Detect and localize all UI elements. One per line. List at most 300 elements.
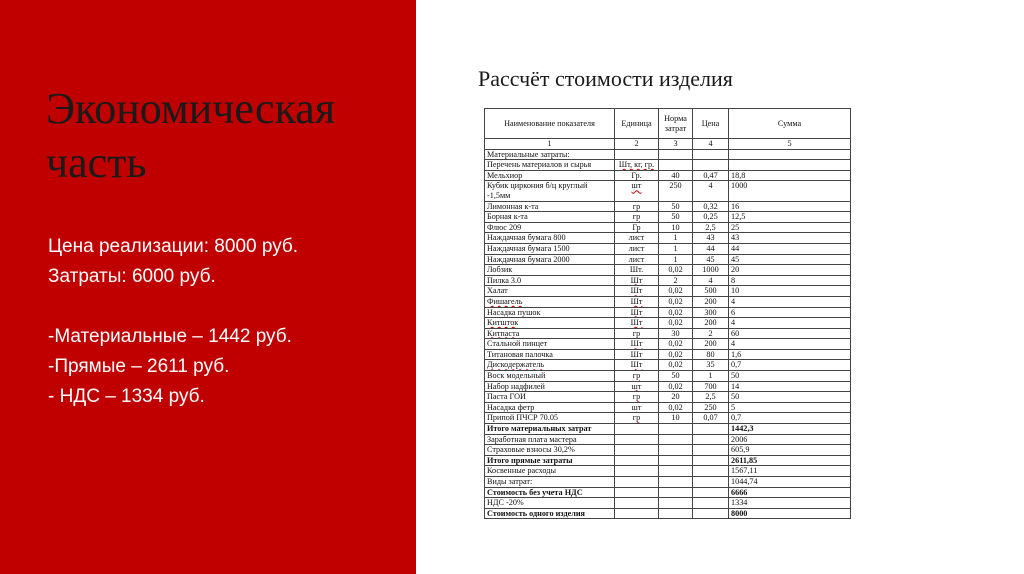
row-unit (615, 181, 659, 201)
row-price (693, 402, 729, 413)
row-name (485, 233, 615, 244)
table-row (485, 360, 851, 371)
row-price (693, 222, 729, 233)
row-sum-text: 0,7 (731, 413, 742, 423)
row-sum-text: 6 (731, 307, 736, 317)
row-unit (615, 339, 659, 350)
row-price (693, 181, 729, 201)
row-sum-text: 605,9 (731, 445, 750, 455)
row-sum (729, 286, 851, 297)
row-norm (659, 243, 693, 254)
row-unit (615, 160, 659, 171)
column-number: 5 (729, 139, 851, 150)
row-name-text: Воск модельный (487, 371, 546, 381)
row-name (485, 445, 615, 456)
row-unit-text: Гр. (631, 170, 642, 180)
row-sum (729, 254, 851, 265)
row-unit (615, 381, 659, 392)
row-price (693, 455, 729, 466)
header-name: Наименование показателя (485, 109, 615, 139)
row-norm-text: 40 (671, 170, 680, 180)
row-price-text: 43 (706, 233, 715, 243)
row-norm (659, 212, 693, 223)
row-norm (659, 402, 693, 413)
row-unit-text: гр (632, 212, 641, 222)
row-unit-text: Шт. (629, 265, 644, 275)
row-sum (729, 445, 851, 456)
row-unit (615, 487, 659, 498)
row-sum (729, 466, 851, 477)
row-price-text: 2 (708, 328, 713, 338)
row-price-text: 250 (704, 402, 717, 412)
row-price-text: 0,07 (703, 413, 718, 423)
row-sum-text: 1334 (731, 498, 748, 508)
row-price (693, 265, 729, 276)
row-name-text: Наждачная бумага 800 (487, 233, 566, 243)
row-price (693, 160, 729, 171)
row-name-text: Заработная плата мастера (487, 434, 577, 444)
row-unit-text: лист (628, 233, 645, 243)
column-number: 4 (693, 139, 729, 150)
row-norm (659, 434, 693, 445)
row-price-text: 35 (706, 360, 715, 370)
row-norm (659, 445, 693, 456)
row-sum (729, 371, 851, 382)
row-unit (615, 149, 659, 160)
row-unit (615, 498, 659, 509)
row-norm (659, 181, 693, 201)
row-name (485, 381, 615, 392)
row-norm (659, 413, 693, 424)
table-row (485, 455, 851, 466)
row-sum-text: 14 (731, 381, 740, 391)
row-unit-text: Шт (630, 318, 643, 328)
row-sum (729, 487, 851, 498)
row-sum (729, 455, 851, 466)
slide-title-line-1: Экономическая (46, 84, 336, 133)
row-name-text: Лобзик (487, 265, 513, 275)
row-name-text: Пилка 3.0 (487, 275, 522, 285)
row-norm (659, 201, 693, 212)
row-unit (615, 424, 659, 435)
row-price-text: 0,47 (703, 170, 718, 180)
row-price (693, 201, 729, 212)
row-price (693, 413, 729, 424)
row-name-text: Титановая палочка (487, 349, 553, 359)
row-sum-text: 2006 (731, 434, 748, 444)
row-price (693, 243, 729, 254)
row-sum (729, 477, 851, 488)
row-name-text: Фишагель (487, 296, 523, 306)
row-sum (729, 339, 851, 350)
row-unit (615, 318, 659, 329)
row-unit-text: Шт, кг, гр. (618, 160, 655, 170)
row-name (485, 349, 615, 360)
row-price (693, 275, 729, 286)
row-sum (729, 233, 851, 244)
row-price (693, 487, 729, 498)
row-unit-text: лист (628, 243, 645, 253)
row-unit (615, 275, 659, 286)
row-norm-text: 0,02 (668, 349, 683, 359)
row-norm (659, 286, 693, 297)
row-price-text: 300 (704, 307, 717, 317)
row-norm (659, 392, 693, 403)
row-norm-text: 50 (671, 212, 680, 222)
row-name-text: Дискодержатель (487, 360, 545, 370)
row-unit (615, 265, 659, 276)
row-price (693, 434, 729, 445)
row-name (485, 498, 615, 509)
row-name-text: Материальные затраты: (487, 149, 570, 159)
row-norm-text: 0,02 (668, 318, 683, 328)
row-norm (659, 487, 693, 498)
table-row (485, 402, 851, 413)
row-sum (729, 349, 851, 360)
row-sum-text: 1,6 (731, 349, 742, 359)
row-price-text: 700 (704, 381, 717, 391)
row-norm (659, 222, 693, 233)
row-unit-text: Шт (630, 339, 643, 349)
row-unit-text: Шт (630, 307, 643, 317)
table-row (485, 286, 851, 297)
table-row (485, 212, 851, 223)
row-price-text: 0,32 (703, 201, 718, 211)
row-price-text: 4 (708, 181, 713, 191)
row-name-text: Косвенные расходы (487, 466, 556, 476)
row-price (693, 392, 729, 403)
row-name (485, 160, 615, 171)
row-sum (729, 181, 851, 201)
row-name-text: Стальной пинцет (487, 339, 548, 349)
column-number: 3 (659, 139, 693, 150)
row-unit-text: лист (628, 254, 645, 264)
row-name (485, 296, 615, 307)
row-price (693, 371, 729, 382)
row-sum-text: 1442,3 (731, 424, 754, 434)
row-price (693, 286, 729, 297)
row-norm-text: 50 (671, 371, 680, 381)
column-number: 2 (615, 139, 659, 150)
row-sum (729, 201, 851, 212)
row-sum-text: 18,8 (731, 170, 746, 180)
table-row (485, 487, 851, 498)
table-body (485, 139, 851, 519)
row-sum (729, 212, 851, 223)
row-sum (729, 392, 851, 403)
row-unit (615, 170, 659, 181)
row-price-text: 44 (706, 243, 715, 253)
row-name-text: Насадка пушок (487, 307, 541, 317)
row-price-text: 45 (706, 254, 715, 264)
row-norm-text: 0,02 (668, 381, 683, 391)
row-unit (615, 360, 659, 371)
row-price-text: 200 (704, 296, 717, 306)
row-unit (615, 434, 659, 445)
table-row (485, 392, 851, 403)
cost-table (484, 108, 851, 519)
row-unit-text: Шт (630, 360, 643, 370)
row-unit (615, 286, 659, 297)
table-title: Рассчёт стоимости изделия (478, 66, 733, 91)
row-name-text: Лимонная к-та (487, 201, 539, 211)
slide-title-line-2: часть (46, 138, 147, 187)
row-sum-text: 4 (731, 318, 736, 328)
row-name (485, 487, 615, 498)
row-price-text: 200 (704, 339, 717, 349)
table-row (485, 296, 851, 307)
row-name-text: Халат (487, 286, 508, 296)
row-name (485, 286, 615, 297)
table-row (485, 201, 851, 212)
row-name (485, 402, 615, 413)
row-norm (659, 149, 693, 160)
row-sum-text: 12,5 (731, 212, 746, 222)
row-name-text: Паста ГОИ (487, 392, 526, 402)
row-norm (659, 318, 693, 329)
table-row (485, 233, 851, 244)
table-row (485, 381, 851, 392)
row-name (485, 508, 615, 519)
summary-line: Цена реализации: 8000 руб. (48, 236, 299, 257)
table-row (485, 181, 851, 201)
row-unit-text: шт (631, 381, 642, 391)
row-unit (615, 328, 659, 339)
column-number: 1 (485, 139, 615, 150)
row-name (485, 170, 615, 181)
row-sum-text: 6666 (731, 487, 748, 497)
row-norm (659, 339, 693, 350)
row-price (693, 170, 729, 181)
row-unit (615, 445, 659, 456)
row-name-text: Припой ПЧСР 70.05 (487, 413, 559, 423)
row-norm-text: 250 (669, 181, 682, 191)
row-sum-text: 45 (731, 254, 740, 264)
row-sum (729, 243, 851, 254)
header-sum: Сумма (729, 109, 851, 139)
row-name-text: Страховые взносы 30,2% (487, 445, 575, 455)
row-sum-text: 5 (731, 402, 736, 412)
row-norm-text: 0,02 (668, 296, 683, 306)
row-sum (729, 434, 851, 445)
table-row (485, 307, 851, 318)
row-name (485, 413, 615, 424)
row-sum-text: 2611,85 (731, 455, 758, 465)
row-price (693, 254, 729, 265)
row-sum-text: 1044,74 (731, 477, 758, 486)
row-unit-text: гр (632, 413, 641, 423)
row-unit (615, 349, 659, 360)
row-name (485, 455, 615, 466)
row-norm (659, 466, 693, 477)
row-sum-text: 4 (731, 296, 736, 306)
table-row (485, 254, 851, 265)
row-name-text: Китпаста (487, 328, 520, 338)
row-sum (729, 381, 851, 392)
row-sum (729, 413, 851, 424)
row-unit-text: гр (632, 392, 641, 402)
row-unit (615, 307, 659, 318)
row-norm-text: 1 (673, 243, 678, 253)
row-sum-text: 50 (731, 371, 740, 381)
row-price (693, 360, 729, 371)
row-name-text: Китшток (487, 318, 519, 328)
row-sum (729, 265, 851, 276)
row-name (485, 371, 615, 382)
row-price (693, 233, 729, 244)
row-sum (729, 318, 851, 329)
row-norm (659, 424, 693, 435)
table-row (485, 170, 851, 181)
header-norm: Норма затрат (659, 109, 693, 139)
row-sum-text: 1567,11 (731, 466, 758, 476)
row-unit-text: гр (632, 201, 641, 211)
row-price (693, 508, 729, 519)
row-sum-text: 20 (731, 265, 740, 275)
row-name (485, 477, 615, 488)
row-norm (659, 328, 693, 339)
row-price (693, 149, 729, 160)
row-norm-text: 0,02 (668, 402, 683, 412)
row-norm-text: 0,02 (668, 307, 683, 317)
row-unit-text: Шт (630, 286, 643, 296)
row-price-text: 0,25 (703, 212, 718, 222)
row-sum-text: 4 (731, 339, 736, 349)
row-unit (615, 243, 659, 254)
row-price-text: 2,5 (705, 392, 716, 402)
row-sum-text: 8000 (731, 508, 748, 518)
row-name (485, 318, 615, 329)
row-sum-text: 16 (731, 201, 740, 211)
row-norm-text: 0,02 (668, 265, 683, 275)
row-norm-text: 50 (671, 201, 680, 211)
row-name-text: Наждачная бумага 2000 (487, 254, 570, 264)
row-name-text: Кубик циркония б/ц круглый -1,5мм (487, 181, 588, 200)
summary-gap (48, 292, 408, 322)
row-name-text: Наждачная бумага 1500 (487, 243, 570, 253)
row-name (485, 434, 615, 445)
row-price (693, 318, 729, 329)
row-norm (659, 477, 693, 488)
row-norm (659, 371, 693, 382)
row-norm-text: 30 (671, 328, 680, 338)
row-unit (615, 201, 659, 212)
row-norm-text: 2 (673, 275, 678, 285)
row-price-text: 1000 (702, 265, 719, 275)
row-unit-text: Шт (630, 296, 643, 306)
row-unit (615, 296, 659, 307)
row-name (485, 339, 615, 350)
row-price (693, 381, 729, 392)
row-sum (729, 275, 851, 286)
row-price (693, 307, 729, 318)
summary-line: Затраты: 6000 руб. (48, 266, 216, 287)
table-row (485, 434, 851, 445)
row-unit-text: шт (631, 181, 642, 191)
row-name (485, 222, 615, 233)
row-name (485, 275, 615, 286)
row-sum (729, 360, 851, 371)
row-unit-text: Шт (630, 349, 643, 359)
row-name-text: Стоимость без учета НДС (487, 487, 583, 497)
row-norm (659, 307, 693, 318)
slide-title (46, 82, 406, 190)
table-row (485, 318, 851, 329)
row-sum (729, 160, 851, 171)
row-price (693, 445, 729, 456)
row-norm (659, 170, 693, 181)
row-unit-text: гр (632, 371, 641, 381)
header-unit: Единица (615, 109, 659, 139)
table-row (485, 349, 851, 360)
row-sum (729, 170, 851, 181)
row-sum (729, 307, 851, 318)
row-sum (729, 222, 851, 233)
row-unit-text: гр (632, 328, 641, 338)
table-row (485, 275, 851, 286)
row-name (485, 149, 615, 160)
row-sum-text: 43 (731, 233, 740, 243)
row-sum-text: 10 (731, 286, 740, 296)
row-price (693, 339, 729, 350)
row-norm-text: 1 (673, 233, 678, 243)
row-name-text: Мельхиор (487, 170, 523, 180)
table-row (485, 466, 851, 477)
row-sum (729, 498, 851, 509)
row-norm (659, 233, 693, 244)
summary-line: -Прямые – 2611 руб. (48, 356, 230, 377)
row-sum (729, 508, 851, 519)
row-price-text: 500 (704, 286, 717, 296)
table-row (485, 477, 851, 488)
row-name (485, 254, 615, 265)
row-norm (659, 254, 693, 265)
summary-line: - НДС – 1334 руб. (48, 386, 205, 407)
row-sum (729, 328, 851, 339)
row-norm-text: 20 (671, 392, 680, 402)
table-header-row (485, 109, 851, 139)
row-name-text: Итого материальных затрат (487, 424, 592, 434)
row-name-text: Перечень материалов и сырья (487, 160, 592, 170)
row-name (485, 328, 615, 339)
row-unit (615, 371, 659, 382)
row-unit (615, 222, 659, 233)
table-row (485, 149, 851, 160)
row-price (693, 424, 729, 435)
row-norm (659, 275, 693, 286)
row-name-text: Насадка фетр (487, 402, 535, 412)
row-unit (615, 233, 659, 244)
row-price-text: 2,5 (705, 222, 716, 232)
table-row (485, 243, 851, 254)
row-sum-text: 60 (731, 328, 740, 338)
row-price-text: 4 (708, 275, 713, 285)
row-unit-text: шт (631, 402, 642, 412)
row-unit (615, 212, 659, 223)
row-name (485, 243, 615, 254)
row-name (485, 307, 615, 318)
row-norm (659, 455, 693, 466)
row-norm (659, 360, 693, 371)
row-norm (659, 160, 693, 171)
row-price (693, 212, 729, 223)
row-norm (659, 508, 693, 519)
row-unit (615, 455, 659, 466)
row-norm-text: 1 (673, 254, 678, 264)
row-norm-text: 10 (671, 413, 680, 423)
row-norm (659, 349, 693, 360)
row-norm (659, 296, 693, 307)
